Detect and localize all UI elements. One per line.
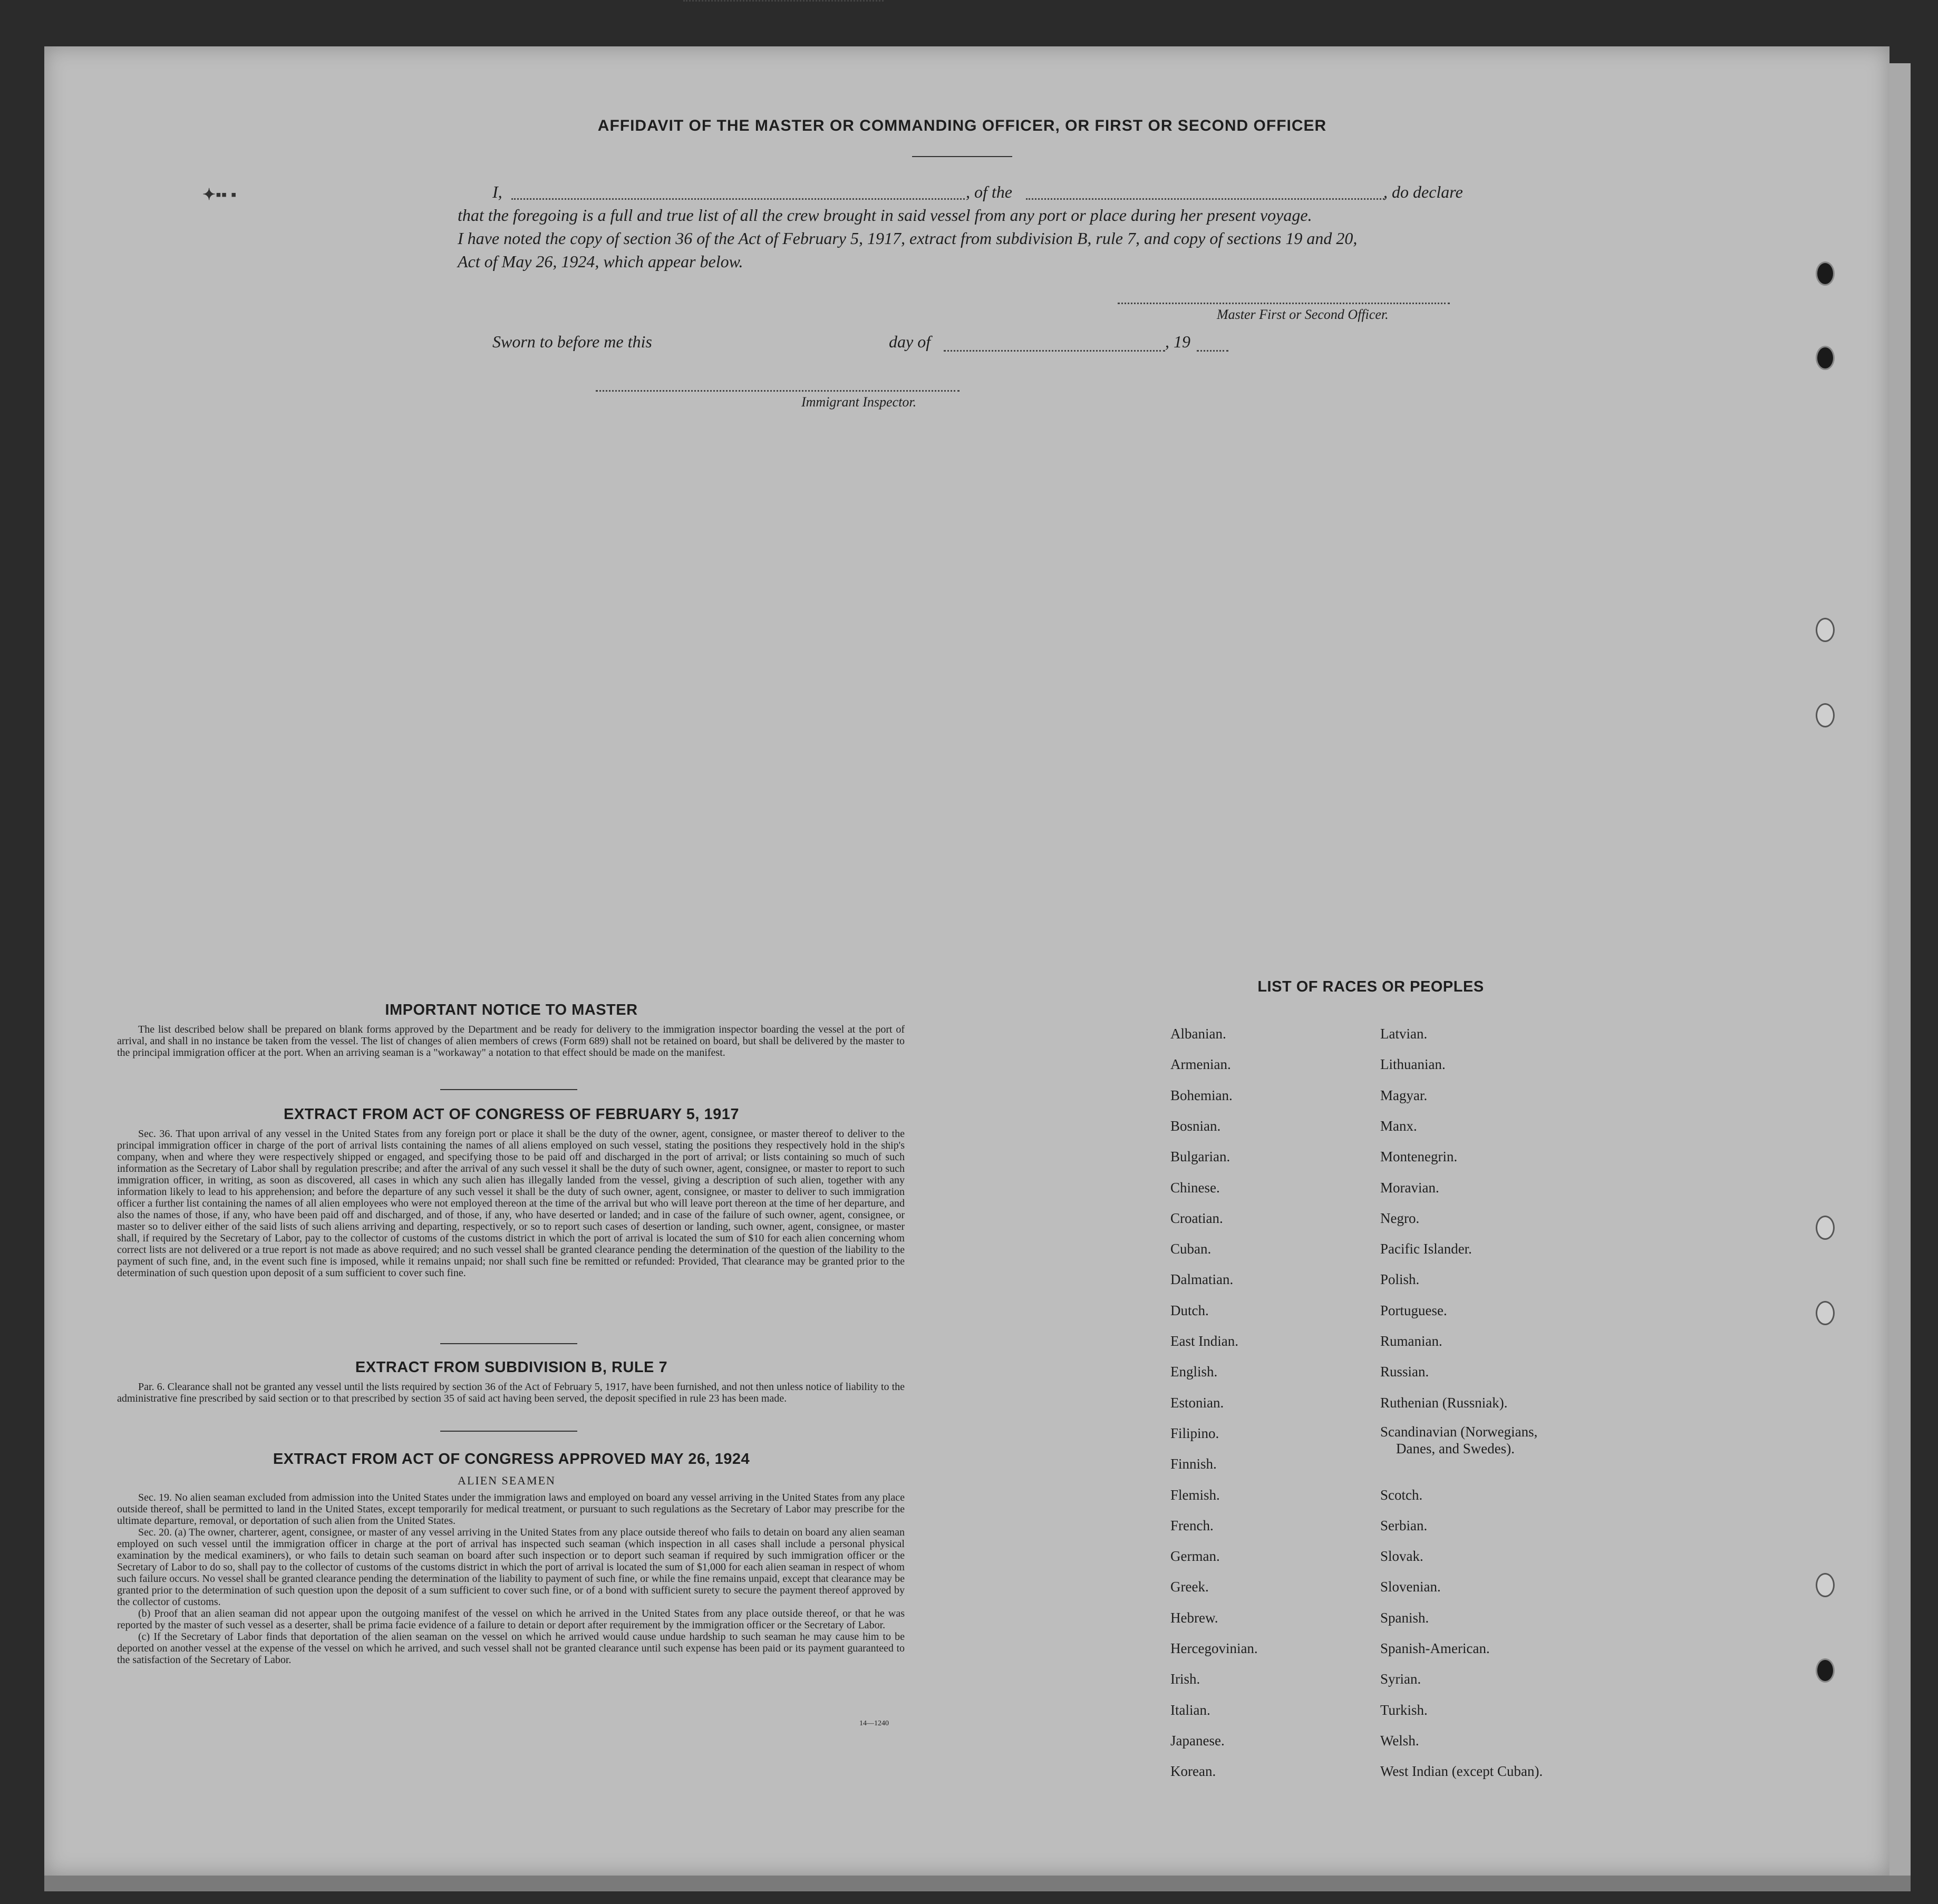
binder-hole xyxy=(1816,1216,1835,1240)
race-item: West Indian (except Cuban). xyxy=(1380,1763,1543,1780)
page-shadow xyxy=(44,1876,1911,1891)
extract-1917-text: Sec. 36. That upon arrival of any vessel in the United States from any foreign port or place it shall be the duty of the owner, agent, consignee, or master thereof to deliver to the principal immigration officer in charge of the port of arrival lists containing the names of all aliens employed on such vessel, stating the positions they respectively hold in the ship's company, when and where they were respectively shipped or engaged, and specifying those to be paid off and discharged in the port of arrival; or lists containing so much of such information as the Secretary of Labor shall by regulation prescribe; and after the arrival of any such vessel it shall be the duty of such owner, agent, consignee, or master to report to such immigration officer, in writing, as soon as discovered, all cases in which any such alien has illegally landed from the vessel, giving a description of such alien, together with any information likely to lead to his apprehension; and before the departure of any such vessel it shall be the duty of such owner, agent, consignee, or master to deliver to such immigration officer a further list containing the names of all alien employees who were not employed thereon at the time of the arrival but who will leave port thereon at the time of her departure, and also the names of those, if any, who have been paid off and discharged, and of those, if any, who have deserted or landed; and in case of the failure of such owner, agent, consignee, or master so to deliver either of the said lists of such aliens arriving and departing, respectively, or so to report such cases of desertion or landing, such owner, agent, consignee, or master shall, if required by the Secretary of Labor, pay to the collector of customs of the customs district in which the port of arrival is located the sum of $10 for each alien concerning whom correct lists are not delivered or a true report is not made as above required; and no such vessel shall be granted clearance pending the determination of the question of the liability to the payment of such fine, and, in the event such fine is imposed, while it remains unpaid; nor shall such fine be remitted or refunded: Provided, That clearance may be granted prior to the determination of such question upon deposit of a sum sufficient to cover such fine. xyxy=(117,1128,905,1279)
extract-rule7-text: Par. 6. Clearance shall not be granted any vessel until the lists required by section 36 of the Act of February 5, 1917, have been furnished, and not then unless notice of liability to the administrative fine prescribed by said section or to that prescribed by section 35 of said act having been served, the deposit specified in rule 23 has been made. xyxy=(117,1381,905,1404)
race-item: Portuguese. xyxy=(1380,1302,1447,1318)
name-field[interactable] xyxy=(511,198,965,200)
race-item: Slovak. xyxy=(1380,1548,1423,1565)
race-item: Slovenian. xyxy=(1380,1579,1441,1595)
race-item: Lithuanian. xyxy=(1380,1056,1446,1073)
sworn-year-field[interactable] xyxy=(1197,350,1228,352)
race-item: Armenian. xyxy=(1170,1056,1231,1073)
binder-hole xyxy=(1816,346,1835,370)
race-item: Russian. xyxy=(1380,1364,1429,1380)
master-signature-field[interactable] xyxy=(1118,303,1450,304)
vessel-field[interactable] xyxy=(1026,198,1384,200)
race-item: Estonian. xyxy=(1170,1394,1224,1411)
binder-hole xyxy=(1816,1658,1835,1683)
extract-1924-title: EXTRACT FROM ACT OF CONGRESS APPROVED MAY 26, 1924 xyxy=(273,1451,750,1468)
race-item: Spanish. xyxy=(1380,1609,1429,1626)
race-item: Turkish. xyxy=(1380,1702,1428,1718)
binder-hole xyxy=(1816,261,1835,286)
title-rule xyxy=(912,156,1012,157)
page-edge xyxy=(1889,63,1911,1877)
race-item: Welsh. xyxy=(1380,1732,1419,1748)
race-item: Hercegovinian. xyxy=(1170,1640,1258,1656)
affidavit-line-4: Act of May 26, 1924, which appear below. xyxy=(458,252,743,271)
sworn-month-field[interactable] xyxy=(944,350,1165,352)
race-item: Syrian. xyxy=(1380,1671,1421,1687)
race-item: Ruthenian (Russniak). xyxy=(1380,1394,1508,1411)
inspector-caption: Immigrant Inspector. xyxy=(801,394,917,410)
race-item: Montenegrin. xyxy=(1380,1149,1458,1165)
race-item: Bohemian. xyxy=(1170,1087,1233,1103)
affidavit-i-label: I, xyxy=(492,182,502,201)
master-caption: Master First or Second Officer. xyxy=(1217,307,1389,322)
divider-1 xyxy=(440,1089,577,1090)
race-item: Cuban. xyxy=(1170,1241,1212,1257)
race-item: English. xyxy=(1170,1364,1218,1380)
form-number: 14—1240 xyxy=(859,1720,889,1727)
race-item: Chinese. xyxy=(1170,1179,1220,1196)
sworn-label: Sworn to before me this xyxy=(492,332,652,351)
race-item: Greek. xyxy=(1170,1579,1209,1595)
binder-hole xyxy=(1816,703,1835,727)
race-item: Pacific Islander. xyxy=(1380,1241,1472,1257)
affidavit-line-2: that the foregoing is a full and true list of all the crew brought in said vessel from any port or place during her present voyage. xyxy=(458,206,1312,225)
race-item: Moravian. xyxy=(1380,1179,1439,1196)
race-item: Albanian. xyxy=(1170,1026,1226,1042)
race-item-scandinavian-cont: Danes, and Swedes). xyxy=(1396,1440,1515,1456)
day-of-label: day of xyxy=(889,332,931,351)
divider-2 xyxy=(440,1343,577,1344)
race-item: Rumanian. xyxy=(1380,1333,1442,1349)
affidavit-line-3: I have noted the copy of section 36 of the Act of February 5, 1917, extract from subdivision B, rule 7, and copy of sections 19 and 20, xyxy=(458,229,1358,248)
binder-hole xyxy=(1816,1301,1835,1325)
race-item: Italian. xyxy=(1170,1702,1210,1718)
race-item: Serbian. xyxy=(1380,1517,1428,1533)
affidavit-title: AFFIDAVIT OF THE MASTER OR COMMANDING OFFICER, OR FIRST OR SECOND OFFICER xyxy=(597,117,1327,134)
race-item: Dalmatian. xyxy=(1170,1271,1234,1288)
race-item: Hebrew. xyxy=(1170,1609,1218,1626)
race-item: Negro. xyxy=(1380,1210,1420,1226)
race-item: Flemish. xyxy=(1170,1487,1220,1503)
race-item: German. xyxy=(1170,1548,1220,1565)
race-item: Polish. xyxy=(1380,1271,1420,1288)
race-item: Irish. xyxy=(1170,1671,1200,1687)
races-title: LIST OF RACES OR PEOPLES xyxy=(1257,978,1484,995)
race-item: French. xyxy=(1170,1517,1214,1533)
inspector-signature-field[interactable] xyxy=(596,390,960,392)
race-item: Bosnian. xyxy=(1170,1118,1221,1134)
race-item: Bulgarian. xyxy=(1170,1149,1230,1165)
extract-rule7-title: EXTRACT FROM SUBDIVISION B, RULE 7 xyxy=(355,1359,668,1376)
important-notice-title: IMPORTANT NOTICE TO MASTER xyxy=(385,1002,638,1018)
race-item: Finnish. xyxy=(1170,1456,1217,1472)
race-item: Manx. xyxy=(1380,1118,1417,1134)
alien-seamen-subtitle: ALIEN SEAMEN xyxy=(458,1474,556,1487)
race-item: Scotch. xyxy=(1380,1487,1423,1503)
race-item: East Indian. xyxy=(1170,1333,1238,1349)
race-item: Magyar. xyxy=(1380,1087,1428,1103)
race-item: Spanish-American. xyxy=(1380,1640,1490,1656)
race-item: Dutch. xyxy=(1170,1302,1209,1318)
race-item: Croatian. xyxy=(1170,1210,1223,1226)
affidavit-of-the: , of the xyxy=(966,182,1012,201)
extract-1917-title: EXTRACT FROM ACT OF CONGRESS OF FEBRUARY 5, 1917 xyxy=(283,1106,740,1123)
race-item-scandinavian: Scandinavian (Norwegians, xyxy=(1380,1423,1538,1440)
binder-hole xyxy=(1816,618,1835,642)
affidavit-do-declare: , do declare xyxy=(1383,182,1463,201)
ink-stamp: ✦▪▪ ▪ xyxy=(202,186,237,203)
year-label: , 19 xyxy=(1165,332,1190,351)
extract-1924-text: Sec. 19. No alien seaman excluded from admission into the United States under the immigration laws and employed on board any vessel arriving in the United States from any place outside thereof, shall be permitted to land in the United States, except temporarily for medical treatment, or pursuant to such regulations as the Secretary of Labor may prescribe for the ultimate departure, removal, or deportation of such alien from the United States. Sec. 20. (a) The owner, charterer, agent, consignee, or master of any vessel arriving in the United States from any place outside thereof who fails to detain on board any alien seaman employed on such vessel until the immigration officer in charge at the port of arrival has inspected such seaman (which inspection in all cases shall include a personal physical examination by the medical examiners), or who fails to detain such seaman on board after such inspection or to deport such seaman if required by such immigration officer or the Secretary of Labor to do so, shall pay to the collector of customs of the customs district in which the port of arrival is located the sum of $1,000 for each alien seaman in respect of whom such failure occurs. No vessel shall be granted clearance pending the determination of the liability to payment of such fine, or while the fine remains unpaid, except that clearance may be granted prior to the determination of such question upon the deposit of a sum sufficient to cover such fine, or of a bond with sufficient surety to secure the payment thereof approved by the collector of customs. (b) Proof that an alien seaman did not appear upon the outgoing manifest of the vessel on which he arrived in the United States from any place outside thereof, or that he was reported by the master of such vessel as a deserter, shall be prima facie evidence of a failure to detain or deport after requirement by the immigration officer or the Secretary of Labor. (c) If the Secretary of Labor finds that deportation of the alien seaman on the vessel on which he arrived would cause undue hardship to such seaman he may cause him to be deported on another vessel at the expense of the vessel on which he arrived, and such vessel shall not be granted clearance until such expense has been paid or its payment guaranteed to the satisfaction of the Secretary of Labor. xyxy=(117,1492,905,1666)
race-item: Filipino. xyxy=(1170,1425,1219,1441)
race-item: Latvian. xyxy=(1380,1026,1428,1042)
sworn-day-field[interactable] xyxy=(683,0,884,2)
binder-hole xyxy=(1816,1573,1835,1597)
race-item: Korean. xyxy=(1170,1763,1216,1780)
divider-3 xyxy=(440,1431,577,1432)
important-notice-text: The list described below shall be prepared on blank forms approved by the Department and be ready for delivery to the immigration inspector boarding the vessel at the port of arrival, and shall in no instance be taken from the vessel. The list of changes of alien members of crews (Form 689) shall not be retained on board, but shall be delivered by the master to the principal immigration officer at the port. When an arriving seaman is a "workaway" a notation to that effect should be made on the manifest. xyxy=(117,1024,905,1058)
race-item: Japanese. xyxy=(1170,1732,1225,1748)
